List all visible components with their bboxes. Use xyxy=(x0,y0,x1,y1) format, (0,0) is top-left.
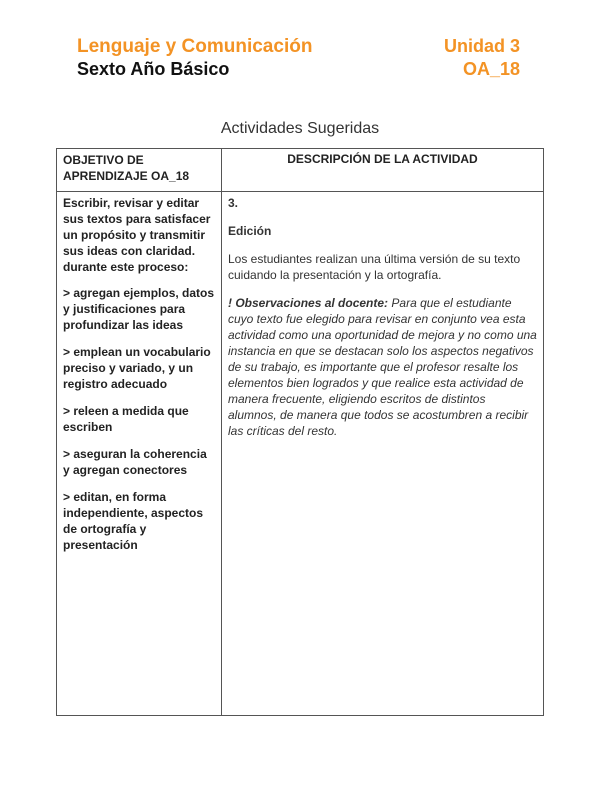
objective-item: > aseguran la coherencia y agregan conectores xyxy=(63,447,207,477)
table-body-row xyxy=(57,192,544,716)
teacher-note-label: ! Observaciones al docente: xyxy=(228,296,389,310)
objective-cell xyxy=(57,192,222,716)
subject-title: Lenguaje y Comunicación xyxy=(77,36,313,57)
unit-label: Unidad 3 xyxy=(443,36,520,56)
grade-label: Sexto Año Básico xyxy=(77,59,230,79)
objective-item: > emplean un vocabulario preciso y variado, y un registro adecuado xyxy=(63,345,211,391)
objective-item: > editan, en forma independiente, aspectos de ortografía y presentación xyxy=(63,490,204,552)
objective-item: > releen a medida que escriben xyxy=(63,404,189,434)
teacher-note xyxy=(228,295,537,439)
table-header-row xyxy=(57,149,544,192)
objective-code: OA_18 xyxy=(462,59,520,79)
objective-intro: Escribir, revisar y editar sus textos para satisfacer un propósito y transmitir sus ideas con claridad. durante este proceso: xyxy=(63,196,211,274)
activity-description-cell xyxy=(222,192,544,716)
document-header xyxy=(77,36,520,80)
header-row-2 xyxy=(77,59,520,80)
activity-number: 3. xyxy=(228,196,239,210)
activity-description: Los estudiantes realizan una última versión de su texto cuidando la presentación y la ortografía. xyxy=(228,252,521,282)
column-header-objective: OBJETIVO DE APRENDIZAJE OA_18 xyxy=(57,149,222,192)
objective-item: > agregan ejemplos, datos y justificaciones para profundizar las ideas xyxy=(63,286,215,332)
activity-stage: Edición xyxy=(228,224,272,238)
page-title: Actividades Sugeridas xyxy=(220,120,380,137)
activity-table xyxy=(56,148,544,716)
header-row-1 xyxy=(77,36,520,58)
column-header-description: DESCRIPCIÓN DE LA ACTIVIDAD xyxy=(222,149,544,192)
teacher-note-text: Para que el estudiante cuyo texto fue elegido para revisar en conjunto vea esta actividad como una oportunidad de mejora y no como una instancia en que se destacan solo los aspectos negativos de su trabajo, es importante que el profesor resalte los elementos bien logrados y que realice esta actividad de manera frecuente, eligiendo escritos de distintos alumnos, de manera que todos se acostumbren a recibir las críticas del resto. xyxy=(228,296,537,438)
